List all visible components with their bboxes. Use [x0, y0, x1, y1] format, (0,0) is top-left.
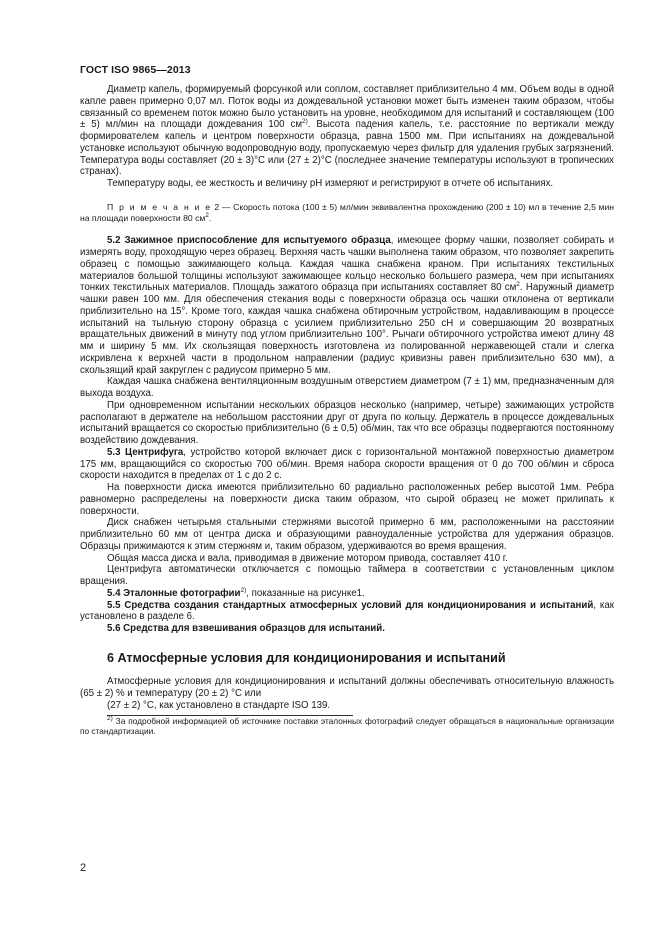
clause-5-3: 5.3 Центрифуга, устройство которой включает диск с горизонтальной монтажной поверхностью диаметром 175 мм, вращающийся со скоростью 700 об/мин. Время набора скорости вращения от 0 до 700 об/мин и сброса скорости находится в пределах от 1 с до 2 с. [80, 446, 615, 482]
spacer [80, 224, 614, 236]
paragraph-timer: Центрифуга автоматически отключается с помощью таймера в соответствии с установленным циклом вращения. [80, 564, 614, 587]
paragraph-atmosphere-alt: (27 ± 2) °С, как установлено в стандарте ISO 139. [107, 699, 331, 711]
note-2: П р и м е ч а н и е 2 — Скорость потока (100 ± 5) мл/мин эквивалентна прохождению (200 ± 10) мл в течение 2,5 мин на площади поверхности 80 $см^2$. [80, 201, 614, 223]
clause-5-5: 5.5 Средства создания стандартных атмосферных условий для кондиционирования и испытаний, как установлено в разделе 6. [80, 599, 614, 623]
paragraph-disk-ribs: На поверхности диска имеются приблизительно 60 радиально расположенных ребер высотой 1мм. Ребра равномерно распределены на поверхности диска таким образом, что сырой образец не может прилипать к поверхности. [80, 482, 614, 517]
spacer [80, 190, 614, 202]
spacer [80, 635, 614, 647]
paragraph-water-measurement: Температуру воды, ее жесткость и величину рН измеряют и регистрируют в отчете об испытаниях. [107, 178, 554, 189]
paragraph-multiple-samples: При одновременном испытании нескольких образцов несколько (например, четыре) зажимающих устройств располагают в держателе на небольшом расстоянии друг от друга по кольцу. Держатель в процессе дождевальных испытаний вращается со скоростью приблизительно (6 ± 0,5) об/мин, так что все образцы подвергаются постоянному воздействию дождевания. [80, 399, 614, 446]
document-header: ГОСТ ISO 9865—2013 [80, 64, 191, 76]
clause-5-6: 5.6 Средства для взвешивания образцов для испытаний. [107, 623, 385, 634]
page-number: 2 [80, 862, 87, 874]
paragraph-disk-mass: Общая масса диска и вала, приводимая в движение мотором привода, составляет 410 г. [107, 552, 508, 564]
paragraph-vent-hole: Каждая чашка снабжена вентиляционным воздушным отверстием диаметром (7 ± 1) мм, предназначенным для выхода воздуха. [80, 376, 614, 399]
clause-5-2: 5.2 Зажимное приспособление для испытуемого образца, имеющее форму чашки, позволяет собирать и измерять воду, проходящую через образец. Верхняя часть чашки выполнена таким образом, что позволяет закрепить образец с помощью зажимающего кольца. Каждая чашка снабжена краном. При испытаниях текстильных материалов большой толщины используют зажимающее кольцо несколько большего размера, чем при испытаниях тонких текстильных материалов. Площадь зажатого образца при испытаниях составляет 80 $см^2$. Наружный диаметр чашки равен 100 мм. Для обеспечения стекания воды с поверхности образца ось чашки отклонена от вертикали приблизительно на 15°. Кроме того, каждая чашка снабжена обтирочным устройством, надавливающим в процессе испытаний на тыльную сторону образца с усилием приблизительно 250 сН и совершающим 20 возвратных вращательных движений в минуту под углом приблизительно 100°. Рычаги обтирочного устройства имеют длину 48 мм и ширину 5 мм. Их скользящая поверхность изготовлена из полированной нержавеющей стали и слегка искривлена к верхней части в продольном направлении (радиус кривизны равен приблизительно 630 мм), а скользящий край закруглен с радиусом примерно 5 мм. [80, 235, 614, 376]
paragraph-disk-rods: Диск снабжен четырьмя стальными стержнями высотой примерно 6 мм, расположенными на расстоянии приблизительно 60 мм от центра диска и образующими равноудаленные устройства для удержания образцов. Образцы прижимаются к этим стержням и, таким образом, удерживаются во время вращения. [80, 517, 614, 552]
paragraph-droplets: Диаметр капель, формируемый форсункой или соплом, составляет приблизительно 4 мм. Объем воды в одной капле равен примерно 0,07 мл. Поток воды из дождевальной установки может быть изменен таким образом, чтобы связанный со временем поток можно было установить на уровне, необходимом для испытаний и составляющем (100 ± 5) мл/мин на площади дождевания 100 $см^{2)}$. Высота падения капель, т.е. расстояние по вертикали между формирователем капель и центром поверхности образца, равна 1500 мм. При испытаниях на дождевальной установке используют обычную водопроводную воду, пропускаемую через фильтр для удаления грубых загрязнений. Температура воды составляет (20 ± 3)°С или (27 ± 2)°С (последнее значение температуры используют в тропических странах). [80, 84, 614, 178]
section-6-title: 6 Атмосферные условия для кондиционирования и испытаний [107, 650, 506, 665]
clause-5-4: 5.4 Эталонные фотографии$^{2)}$, показанные на рисунке1. [107, 586, 365, 599]
document-body [80, 84, 614, 737]
paragraph-atmosphere: Атмосферные условия для кондиционирования и испытаний должны обеспечивать относительную влажность (65 ± 2) % и температуру (20 ± 2) °С или [80, 676, 614, 699]
footnote-2: $^{2)}$ За подробной информацией об источнике поставки эталонных фотографий следует обращаться в национальные организации по стандартизации. [80, 714, 614, 737]
